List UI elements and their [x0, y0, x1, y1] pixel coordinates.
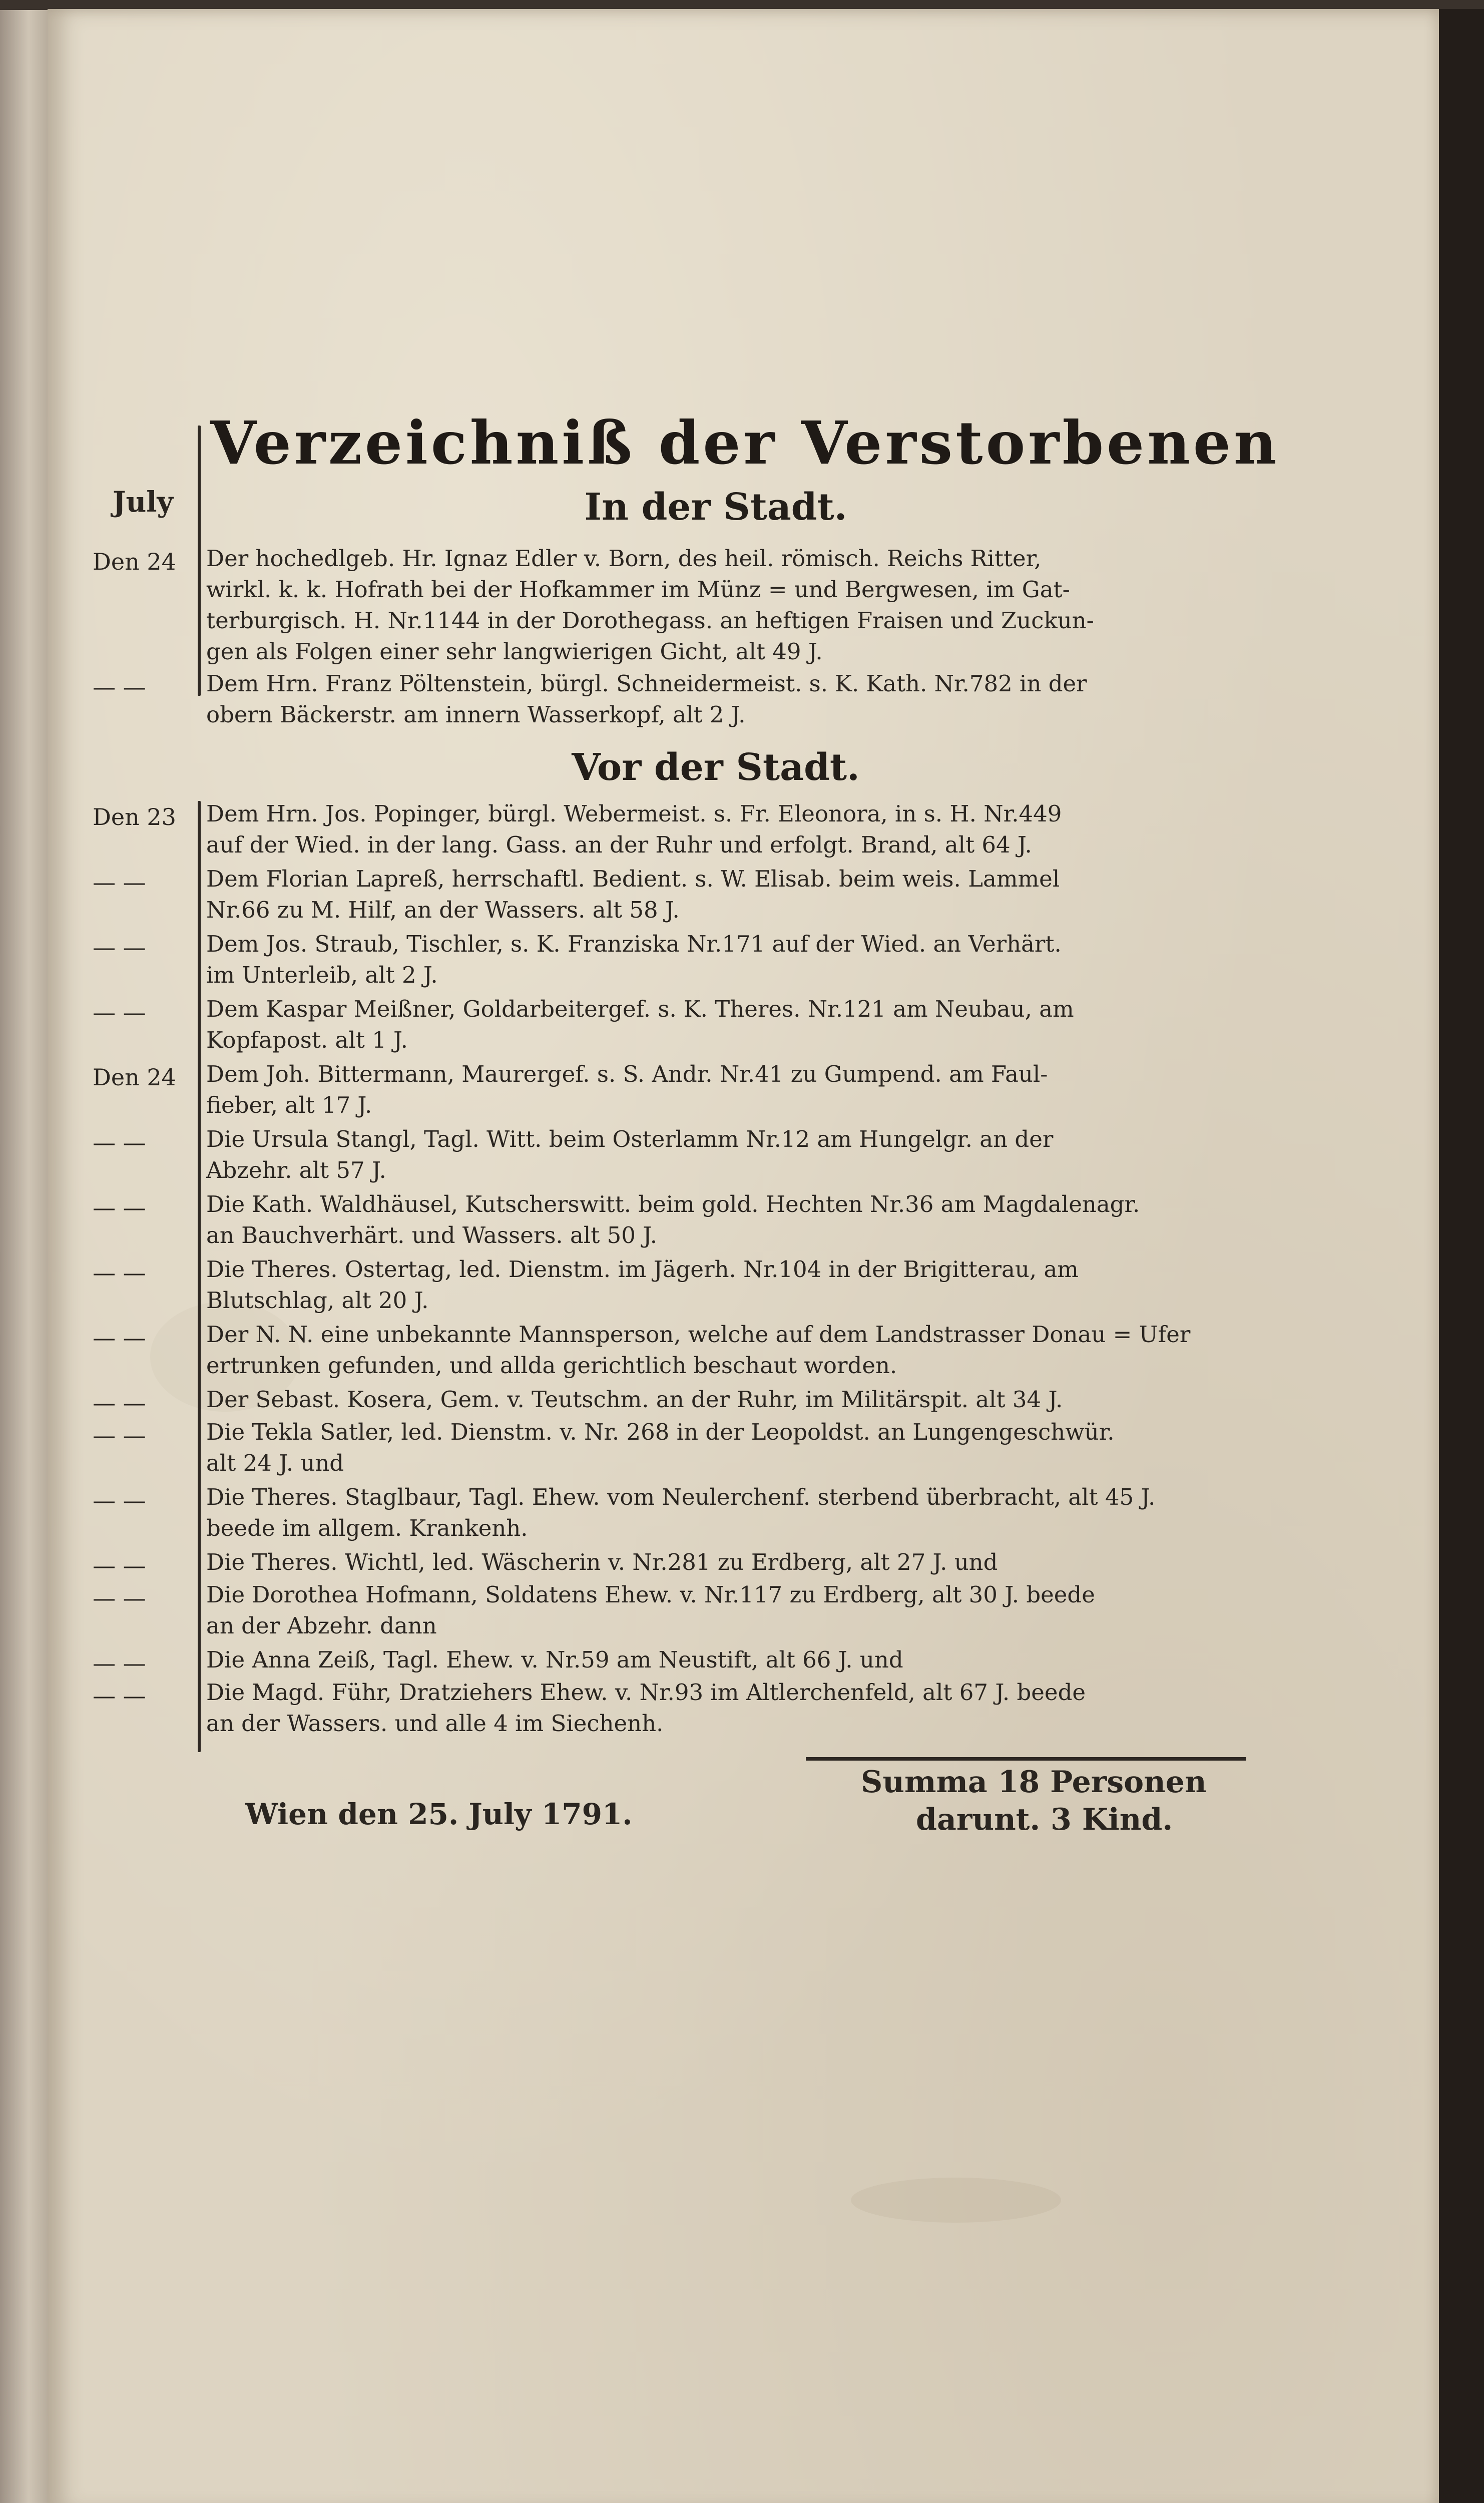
- entry-line: Der N. N. eine unbekannte Mannsperson, welche auf dem Landstrasser Donau = Ufer: [206, 1321, 1191, 1348]
- entry: [206, 1644, 1247, 1676]
- entry-line: Die Dorothea Hofmann, Soldatens Ehew. v. Nr.117 zu Erdberg, alt 30 J. beede: [206, 1581, 1095, 1608]
- month-label: July: [113, 486, 174, 519]
- paper-stain: [851, 2178, 1061, 2223]
- entry-date: Den 23: [93, 803, 176, 830]
- entry-line: Dem Joh. Bittermann, Maurergef. s. S. Andr. Nr.41 zu Gumpend. am Faul-: [206, 1061, 1048, 1087]
- entry-line: gen als Folgen einer sehr langwierigen Gicht, alt 49 J.: [206, 638, 823, 665]
- entry-date: — —: [93, 1129, 146, 1156]
- entry-line: Die Theres. Wichtl, led. Wäscherin v. Nr.281 zu Erdberg, alt 27 J. und: [206, 1549, 998, 1575]
- entry-line: Dem Hrn. Jos. Popinger, bürgl. Webermeist. s. Fr. Eleonora, in s. H. Nr.449: [206, 800, 1062, 827]
- entry-line: Dem Jos. Straub, Tischler, s. K. Franziska Nr.171 auf der Wied. an Verhärt.: [206, 931, 1062, 957]
- margin-rule: [198, 801, 201, 1752]
- entry: [206, 1417, 1247, 1479]
- document-title: Verzeichniß der Verstorbenen: [210, 408, 1280, 478]
- entry-line: an Bauchverhärt. und Wassers. alt 50 J.: [206, 1222, 658, 1248]
- entry-line: Die Magd. Führ, Dratziehers Ehew. v. Nr.93 im Altlerchenfeld, alt 67 J. beede: [206, 1679, 1086, 1706]
- entry-line: an der Wassers. und alle 4 im Siechenh.: [206, 1710, 664, 1737]
- entry-line: im Unterleib, alt 2 J.: [206, 962, 438, 988]
- entry-date: — —: [93, 1389, 146, 1416]
- entry: [206, 1547, 1247, 1578]
- entry-date: — —: [93, 1422, 146, 1449]
- entry-line: beede im allgem. Krankenh.: [206, 1515, 528, 1541]
- entry-line: an der Abzehr. dann: [206, 1612, 437, 1639]
- entry-date: — —: [93, 1259, 146, 1286]
- entry-date: — —: [93, 1584, 146, 1611]
- entry: [206, 1579, 1247, 1641]
- entry: [206, 1124, 1247, 1186]
- entry-line: Die Ursula Stangl, Tagl. Witt. beim Osterlamm Nr.12 am Hungelgr. an der: [206, 1126, 1054, 1152]
- entry-date: — —: [93, 869, 146, 896]
- entry: [206, 1189, 1247, 1251]
- entry-line: obern Bäckerstr. am innern Wasserkopf, alt 2 J.: [206, 701, 746, 728]
- summary-children: darunt. 3 Kind.: [916, 1802, 1173, 1837]
- entry: [206, 543, 1247, 667]
- entry: [206, 1059, 1247, 1121]
- entry-line: Die Anna Zeiß, Tagl. Ehew. v. Nr.59 am Neustift, alt 66 J. und: [206, 1646, 903, 1673]
- entry-line: Die Theres. Ostertag, led. Dienstm. im Jägerh. Nr.104 in der Brigitterau, am: [206, 1256, 1079, 1283]
- entry-line: Nr.66 zu M. Hilf, an der Wassers. alt 58 J.: [206, 897, 680, 923]
- entry: [206, 668, 1247, 730]
- entry-line: Die Tekla Satler, led. Dienstm. v. Nr. 268 in der Leopoldst. an Lungengeschwür.: [206, 1419, 1115, 1445]
- entry-line: Blutschlag, alt 20 J.: [206, 1287, 429, 1314]
- entry-date: Den 24: [93, 1064, 176, 1091]
- entry-line: Die Kath. Waldhäusel, Kutscherswitt. beim gold. Hechten Nr.36 am Magdalenagr.: [206, 1191, 1140, 1217]
- entry-line: ertrunken gefunden, und allda gerichtlich beschaut worden.: [206, 1352, 897, 1379]
- entry: [206, 864, 1247, 926]
- entry-line: Abzehr. alt 57 J.: [206, 1157, 386, 1183]
- scan-background-right: [1439, 9, 1484, 2503]
- entry-line: Dem Kaspar Meißner, Goldarbeitergef. s. K. Theres. Nr.121 am Neubau, am: [206, 996, 1074, 1022]
- entry-line: Der Sebast. Kosera, Gem. v. Teutschm. an der Ruhr, im Militärspit. alt 34 J.: [206, 1386, 1063, 1413]
- summary-total: Summa 18 Personen: [861, 1765, 1207, 1800]
- section-heading-vorstadt: Vor der Stadt.: [572, 746, 860, 789]
- entry-line: terburgisch. H. Nr.1144 in der Dorothegass. an heftigen Fraisen und Zuckun-: [206, 607, 1094, 634]
- entry-line: alt 24 J. und: [206, 1450, 344, 1476]
- entry: [206, 1319, 1247, 1381]
- entry: [206, 994, 1247, 1056]
- facing-page-edge: [0, 10, 48, 2503]
- section-heading-stadt: In der Stadt.: [584, 486, 847, 529]
- entry-date: Den 24: [93, 548, 176, 575]
- entry: [206, 1384, 1247, 1415]
- place-and-date: Wien den 25. July 1791.: [245, 1797, 633, 1831]
- entry-date: — —: [93, 1649, 146, 1677]
- entry-date: — —: [93, 673, 146, 700]
- entry-date: — —: [93, 934, 146, 961]
- entry-line: Die Theres. Staglbaur, Tagl. Ehew. vom Neulerchenf. sterbend überbracht, alt 45 J.: [206, 1484, 1156, 1510]
- entry-line: fieber, alt 17 J.: [206, 1092, 372, 1118]
- entry-line: Kopfapost. alt 1 J.: [206, 1027, 408, 1053]
- entry-date: — —: [93, 1552, 146, 1579]
- summary-rule: [806, 1757, 1246, 1761]
- entry-line: Der hochedlgeb. Hr. Ignaz Edler v. Born, des heil. römisch. Reichs Ritter,: [206, 545, 1042, 572]
- entry-date: — —: [93, 1324, 146, 1351]
- entry-line: wirkl. k. k. Hofrath bei der Hofkammer im Münz = und Bergwesen, im Gat-: [206, 576, 1070, 603]
- entry-date: — —: [93, 1194, 146, 1221]
- entry-date: — —: [93, 1682, 146, 1709]
- entry-line: Dem Hrn. Franz Pöltenstein, bürgl. Schneidermeist. s. K. Kath. Nr.782 in der: [206, 670, 1087, 697]
- entry: [206, 929, 1247, 991]
- entry: [206, 1677, 1247, 1739]
- entry-line: Dem Florian Lapreß, herrschaftl. Bedient. s. W. Elisab. beim weis. Lammel: [206, 866, 1060, 892]
- entry: [206, 1254, 1247, 1316]
- entry-date: — —: [93, 1487, 146, 1514]
- entry: [206, 1482, 1247, 1544]
- entry-date: — —: [93, 999, 146, 1026]
- entry: [206, 798, 1247, 861]
- entry-line: auf der Wied. in der lang. Gass. an der Ruhr und erfolgt. Brand, alt 64 J.: [206, 831, 1032, 858]
- margin-rule: [198, 426, 201, 696]
